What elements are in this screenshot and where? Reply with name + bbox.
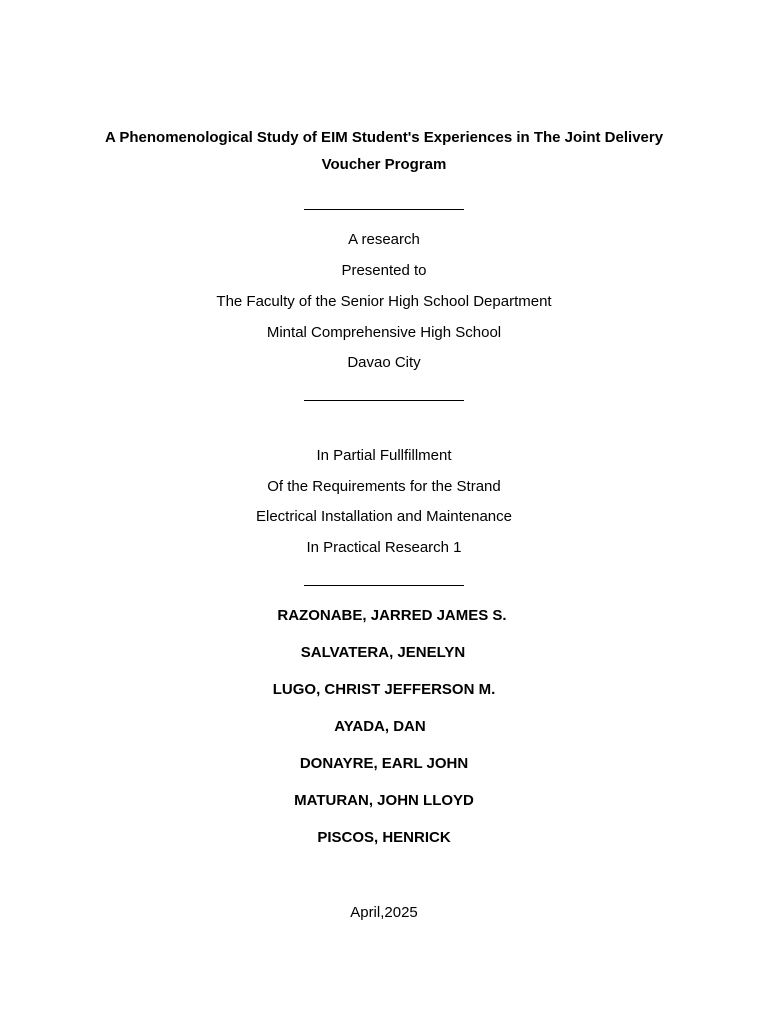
fulfillment-line-2: Of the Requirements for the Strand <box>267 478 501 495</box>
author-name: LUGO, CHRIST JEFFERSON M. <box>272 681 496 698</box>
title-line-2: Voucher Program <box>321 156 447 173</box>
fulfillment-line-1: In Partial Fullfillment <box>316 447 452 464</box>
presentation-line-4: Mintal Comprehensive High School <box>266 324 502 341</box>
author-name: AYADA, DAN <box>334 718 426 735</box>
title-line-1: A Phenomenological Study of EIM Student's Experiences in The Joint Delivery <box>104 129 664 146</box>
divider-3 <box>304 585 464 586</box>
presentation-line-5: Davao City <box>347 354 421 371</box>
presentation-line-1: A research <box>348 231 420 248</box>
fulfillment-line-4: In Practical Research 1 <box>306 539 462 556</box>
author-name: DONAYRE, EARL JOHN <box>299 755 469 772</box>
author-name: MATURAN, JOHN LLOYD <box>294 792 474 809</box>
fulfillment-line-3: Electrical Installation and Maintenance <box>256 508 512 525</box>
presentation-line-2: Presented to <box>341 262 427 279</box>
presentation-line-3: The Faculty of the Senior High School Department <box>216 293 552 310</box>
author-name: SALVATERA, JENELYN <box>300 644 466 661</box>
author-name: PISCOS, HENRICK <box>317 829 451 846</box>
author-name: RAZONABE, JARRED JAMES S. <box>277 607 507 624</box>
date: April,2025 <box>350 904 418 921</box>
divider-2 <box>304 400 464 401</box>
divider-1 <box>304 209 464 210</box>
